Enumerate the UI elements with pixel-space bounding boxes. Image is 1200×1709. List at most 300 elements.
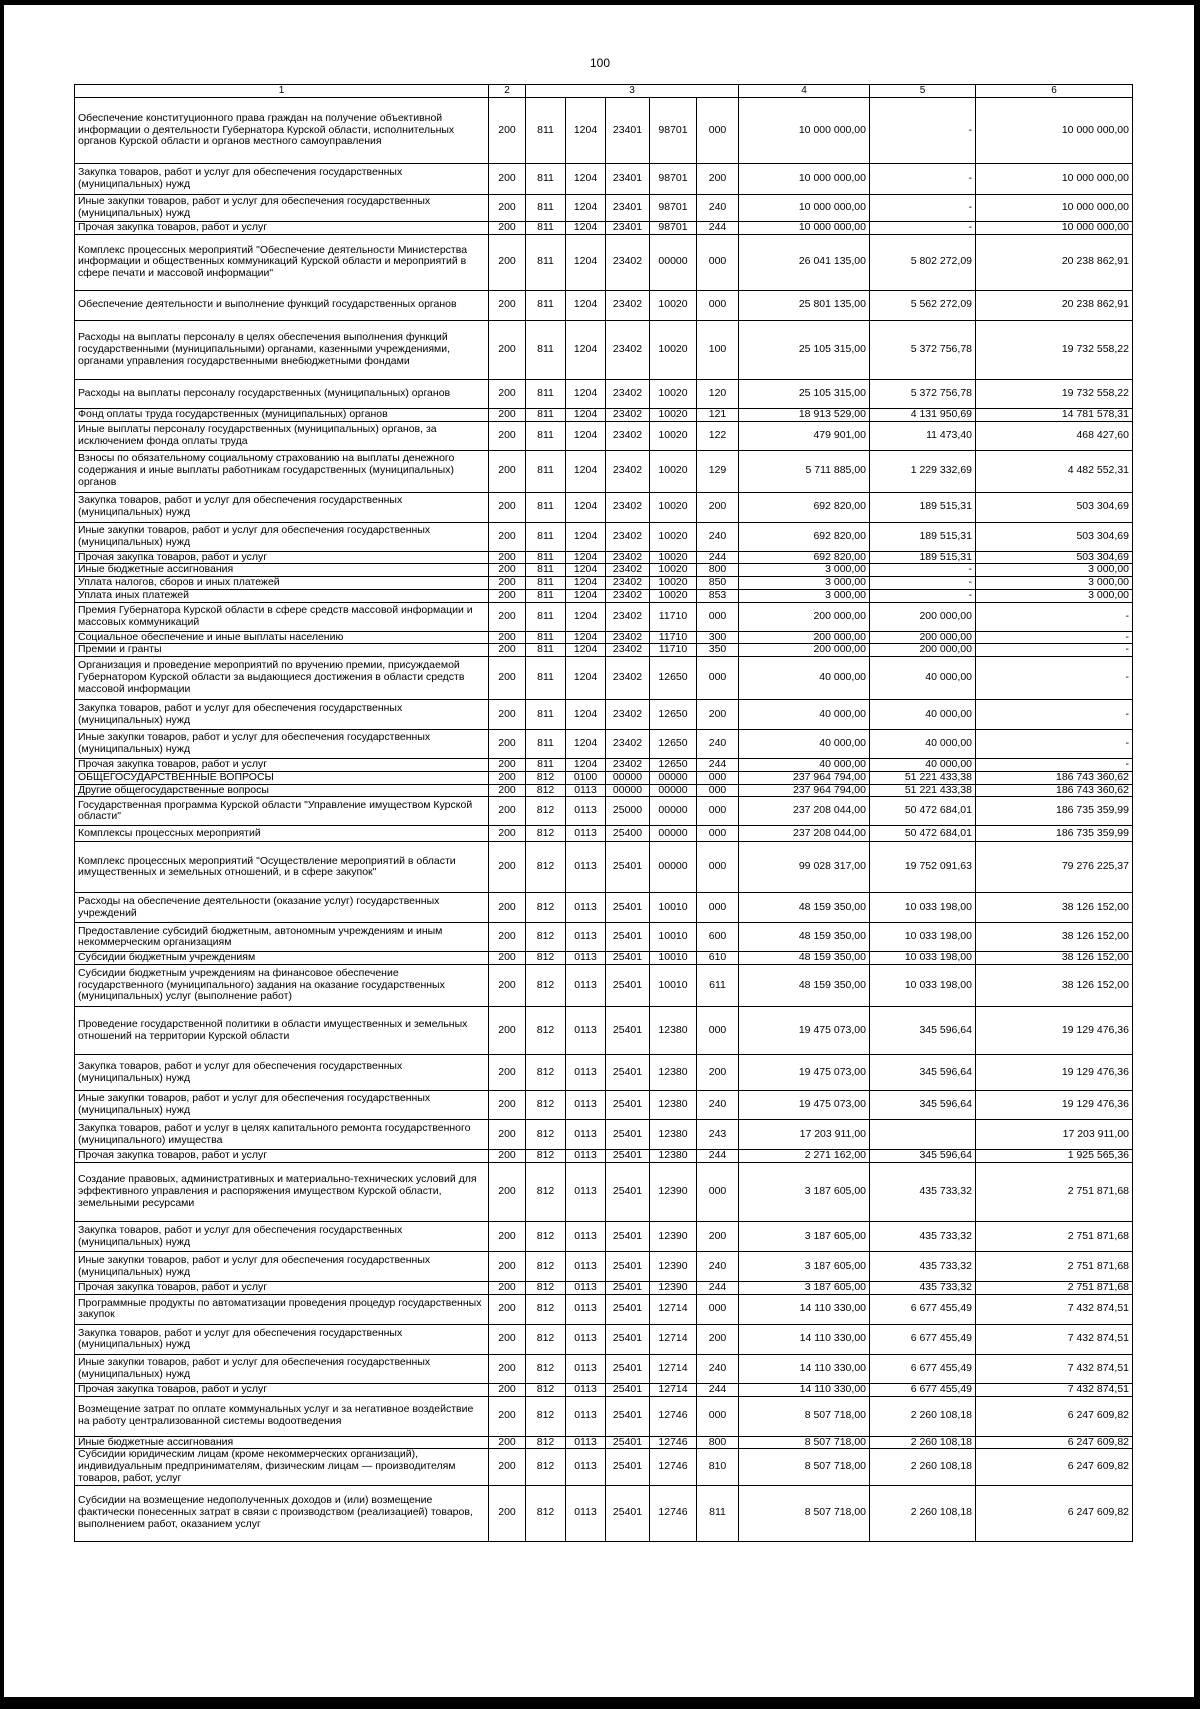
expense-type-cell: 244 <box>697 1150 739 1163</box>
program-code-cell: 23401 <box>606 195 650 222</box>
department-code-cell: 811 <box>526 577 566 590</box>
row-name-cell: Создание правовых, административных и материально-технических условий для эффективного управления и распоряжения имуществом Курской области, земельными ресурсами <box>75 1163 489 1222</box>
amount-plan-cell: 40 000,00 <box>739 657 870 700</box>
department-code-cell: 811 <box>526 700 566 730</box>
program-code-cell: 25401 <box>606 1163 650 1222</box>
admin-code-cell: 200 <box>489 1222 526 1252</box>
table-row <box>75 657 1133 700</box>
section-code-cell: 0113 <box>566 1091 606 1120</box>
table-row <box>75 492 1133 522</box>
row-name-cell: Иные выплаты персоналу государственных (муниципальных) органов, за исключением фонда оплаты труда <box>75 421 489 450</box>
section-code-cell: 1204 <box>566 421 606 450</box>
row-name-cell: Прочая закупка товаров, работ и услуг <box>75 759 489 772</box>
direction-code-cell: 10010 <box>650 923 697 952</box>
department-code-cell: 812 <box>526 826 566 842</box>
amount-remaining-cell: 3 000,00 <box>976 577 1133 590</box>
row-name-cell: Иные бюджетные ассигнования <box>75 564 489 577</box>
direction-code-cell: 12390 <box>650 1252 697 1282</box>
row-name-cell: Комплекс процессных мероприятий "Обеспечение деятельности Министерства информации и общественных коммуникаций Курской области и мероприятий в сфере печати и массовой информации" <box>75 234 489 290</box>
amount-plan-cell: 3 187 605,00 <box>739 1163 870 1222</box>
admin-code-cell: 200 <box>489 222 526 235</box>
table-row <box>75 1091 1133 1120</box>
direction-code-cell: 00000 <box>650 826 697 842</box>
table-header-row <box>75 85 1133 98</box>
direction-code-cell: 10020 <box>650 589 697 602</box>
department-code-cell: 812 <box>526 965 566 1007</box>
admin-code-cell: 200 <box>489 234 526 290</box>
admin-code-cell: 200 <box>489 1252 526 1282</box>
amount-plan-cell: 479 901,00 <box>739 421 870 450</box>
row-name-cell: Закупка товаров, работ и услуг для обеспечения государственных (муниципальных) нужд <box>75 1055 489 1091</box>
department-code-cell: 812 <box>526 893 566 923</box>
admin-code-cell: 200 <box>489 784 526 797</box>
amount-plan-cell: 5 711 885,00 <box>739 450 870 492</box>
expense-type-cell: 200 <box>697 700 739 730</box>
expense-type-cell: 000 <box>697 784 739 797</box>
department-code-cell: 811 <box>526 631 566 644</box>
scan-frame-right <box>1194 0 1200 1709</box>
table-row <box>75 564 1133 577</box>
department-code-cell: 812 <box>526 1120 566 1150</box>
direction-code-cell: 10020 <box>650 450 697 492</box>
department-code-cell: 811 <box>526 234 566 290</box>
department-code-cell: 812 <box>526 1222 566 1252</box>
expense-type-cell: 350 <box>697 644 739 657</box>
table-row <box>75 195 1133 222</box>
amount-plan-cell: 8 507 718,00 <box>739 1396 870 1436</box>
row-name-cell: Субсидии на возмещение недополученных доходов и (или) возмещение фактически понесенных затрат в связи с производством (реализацией) товаров, выполнением работ, оказанием услуг <box>75 1485 489 1541</box>
amount-executed-cell: 2 260 108,18 <box>870 1396 976 1436</box>
amount-remaining-cell: 20 238 862,91 <box>976 290 1133 320</box>
amount-remaining-cell: 17 203 911,00 <box>976 1120 1133 1150</box>
admin-code-cell: 200 <box>489 1163 526 1222</box>
program-code-cell: 25401 <box>606 1436 650 1449</box>
amount-plan-cell: 3 000,00 <box>739 589 870 602</box>
section-code-cell: 1204 <box>566 195 606 222</box>
section-code-cell: 0113 <box>566 1282 606 1295</box>
table-row <box>75 522 1133 551</box>
program-code-cell: 23402 <box>606 320 650 379</box>
amount-plan-cell: 40 000,00 <box>739 759 870 772</box>
amount-plan-cell: 14 110 330,00 <box>739 1354 870 1383</box>
expense-type-cell: 240 <box>697 1354 739 1383</box>
expense-type-cell: 100 <box>697 320 739 379</box>
admin-code-cell: 200 <box>489 1007 526 1055</box>
program-code-cell: 25401 <box>606 842 650 893</box>
direction-code-cell: 12650 <box>650 700 697 730</box>
row-name-cell: Расходы на выплаты персоналу государственных (муниципальных) органов <box>75 379 489 408</box>
amount-executed-cell: 10 033 198,00 <box>870 923 976 952</box>
table-row <box>75 797 1133 826</box>
row-name-cell: Комплекс процессных мероприятий "Осуществление мероприятий в области имущественных и земельных отношений, и в сфере закупок" <box>75 842 489 893</box>
program-code-cell: 25400 <box>606 826 650 842</box>
expense-type-cell: 000 <box>697 797 739 826</box>
admin-code-cell: 200 <box>489 1324 526 1354</box>
amount-executed-cell: 189 515,31 <box>870 522 976 551</box>
direction-code-cell: 00000 <box>650 771 697 784</box>
department-code-cell: 812 <box>526 1091 566 1120</box>
amount-remaining-cell: 10 000 000,00 <box>976 164 1133 195</box>
table-row <box>75 290 1133 320</box>
department-code-cell: 812 <box>526 1485 566 1541</box>
expense-type-cell: 240 <box>697 195 739 222</box>
section-code-cell: 1204 <box>566 551 606 564</box>
table-row <box>75 408 1133 421</box>
row-name-cell: Иные бюджетные ассигнования <box>75 1436 489 1449</box>
amount-remaining-cell: 79 276 225,37 <box>976 842 1133 893</box>
direction-code-cell: 10010 <box>650 965 697 1007</box>
expense-type-cell: 200 <box>697 1324 739 1354</box>
expense-type-cell: 200 <box>697 492 739 522</box>
admin-code-cell: 200 <box>489 826 526 842</box>
admin-code-cell: 200 <box>489 98 526 164</box>
row-name-cell: Закупка товаров, работ и услуг для обеспечения государственных (муниципальных) нужд <box>75 1324 489 1354</box>
amount-plan-cell: 237 964 794,00 <box>739 784 870 797</box>
amount-executed-cell: 50 472 684,01 <box>870 797 976 826</box>
amount-executed-cell: - <box>870 222 976 235</box>
program-code-cell: 25401 <box>606 952 650 965</box>
program-code-cell: 23401 <box>606 98 650 164</box>
amount-remaining-cell: 19 129 476,36 <box>976 1055 1133 1091</box>
admin-code-cell: 200 <box>489 589 526 602</box>
department-code-cell: 811 <box>526 222 566 235</box>
table-row <box>75 1354 1133 1383</box>
amount-executed-cell: 2 260 108,18 <box>870 1436 976 1449</box>
expense-type-cell: 200 <box>697 1055 739 1091</box>
expense-type-cell: 121 <box>697 408 739 421</box>
direction-code-cell: 12746 <box>650 1396 697 1436</box>
amount-remaining-cell: - <box>976 602 1133 631</box>
admin-code-cell: 200 <box>489 952 526 965</box>
section-code-cell: 1204 <box>566 222 606 235</box>
direction-code-cell: 12714 <box>650 1354 697 1383</box>
admin-code-cell: 200 <box>489 379 526 408</box>
program-code-cell: 23402 <box>606 564 650 577</box>
program-code-cell: 23402 <box>606 290 650 320</box>
amount-remaining-cell: 19 129 476,36 <box>976 1091 1133 1120</box>
expense-type-cell: 000 <box>697 290 739 320</box>
amount-plan-cell: 2 271 162,00 <box>739 1150 870 1163</box>
row-name-cell: ОБЩЕГОСУДАРСТВЕННЫЕ ВОПРОСЫ <box>75 771 489 784</box>
section-code-cell: 1204 <box>566 492 606 522</box>
row-name-cell: Государственная программа Курской области "Управление имуществом Курской области" <box>75 797 489 826</box>
amount-plan-cell: 237 208 044,00 <box>739 797 870 826</box>
table-row <box>75 1222 1133 1252</box>
amount-remaining-cell: 186 735 359,99 <box>976 826 1133 842</box>
amount-plan-cell: 692 820,00 <box>739 492 870 522</box>
section-code-cell: 0113 <box>566 1354 606 1383</box>
amount-remaining-cell: 19 732 558,22 <box>976 320 1133 379</box>
amount-executed-cell: 40 000,00 <box>870 700 976 730</box>
row-name-cell: Предоставление субсидий бюджетным, автономным учреждениям и иным некоммерческим организациям <box>75 923 489 952</box>
section-code-cell: 0113 <box>566 952 606 965</box>
department-code-cell: 811 <box>526 379 566 408</box>
amount-executed-cell: 345 596,64 <box>870 1150 976 1163</box>
amount-plan-cell: 25 105 315,00 <box>739 320 870 379</box>
expense-type-cell: 000 <box>697 1007 739 1055</box>
section-code-cell: 0113 <box>566 1222 606 1252</box>
amount-plan-cell: 3 000,00 <box>739 564 870 577</box>
amount-remaining-cell: 503 304,69 <box>976 522 1133 551</box>
department-code-cell: 812 <box>526 952 566 965</box>
department-code-cell: 812 <box>526 1354 566 1383</box>
expense-type-cell: 244 <box>697 759 739 772</box>
section-code-cell: 1204 <box>566 730 606 759</box>
table-row <box>75 164 1133 195</box>
admin-code-cell: 200 <box>489 195 526 222</box>
amount-executed-cell: 189 515,31 <box>870 492 976 522</box>
amount-executed-cell: 6 677 455,49 <box>870 1294 976 1324</box>
expense-type-cell: 800 <box>697 564 739 577</box>
row-name-cell: Субсидии юридическим лицам (кроме некоммерческих организаций), индивидуальным предпринимателям, физическим лицам — производителям товаров, работ, услуг <box>75 1449 489 1485</box>
admin-code-cell: 200 <box>489 1282 526 1295</box>
amount-remaining-cell: 7 432 874,51 <box>976 1294 1133 1324</box>
section-code-cell: 1204 <box>566 589 606 602</box>
program-code-cell: 23402 <box>606 730 650 759</box>
scan-frame-top <box>0 0 1200 5</box>
amount-remaining-cell: - <box>976 700 1133 730</box>
amount-executed-cell: 51 221 433,38 <box>870 784 976 797</box>
header-col-4: 4 <box>739 85 870 98</box>
row-name-cell: Взносы по обязательному социальному страхованию на выплаты денежного содержания и иные выплаты работникам государственных (муниципальных) органов <box>75 450 489 492</box>
row-name-cell: Иные закупки товаров, работ и услуг для обеспечения государственных (муниципальных) нужд <box>75 195 489 222</box>
section-code-cell: 1204 <box>566 408 606 421</box>
table-row <box>75 759 1133 772</box>
amount-remaining-cell: 6 247 609,82 <box>976 1485 1133 1541</box>
direction-code-cell: 12380 <box>650 1055 697 1091</box>
admin-code-cell: 200 <box>489 408 526 421</box>
expense-type-cell: 853 <box>697 589 739 602</box>
amount-plan-cell: 3 187 605,00 <box>739 1252 870 1282</box>
table-row <box>75 450 1133 492</box>
expense-type-cell: 200 <box>697 164 739 195</box>
direction-code-cell: 11710 <box>650 602 697 631</box>
direction-code-cell: 12714 <box>650 1294 697 1324</box>
section-code-cell: 0113 <box>566 1252 606 1282</box>
table-row <box>75 952 1133 965</box>
amount-plan-cell: 99 028 317,00 <box>739 842 870 893</box>
amount-remaining-cell: - <box>976 730 1133 759</box>
section-code-cell: 0113 <box>566 784 606 797</box>
department-code-cell: 812 <box>526 797 566 826</box>
row-name-cell: Иные закупки товаров, работ и услуг для обеспечения государственных (муниципальных) нужд <box>75 522 489 551</box>
amount-executed-cell: 200 000,00 <box>870 631 976 644</box>
admin-code-cell: 200 <box>489 1485 526 1541</box>
amount-executed-cell: - <box>870 589 976 602</box>
amount-remaining-cell: 38 126 152,00 <box>976 952 1133 965</box>
amount-plan-cell: 48 159 350,00 <box>739 893 870 923</box>
program-code-cell: 23402 <box>606 379 650 408</box>
admin-code-cell: 200 <box>489 421 526 450</box>
amount-remaining-cell: 2 751 871,68 <box>976 1282 1133 1295</box>
amount-remaining-cell: 503 304,69 <box>976 551 1133 564</box>
expense-type-cell: 000 <box>697 1396 739 1436</box>
header-col-5: 5 <box>870 85 976 98</box>
department-code-cell: 812 <box>526 1282 566 1295</box>
program-code-cell: 25401 <box>606 1449 650 1485</box>
program-code-cell: 23402 <box>606 631 650 644</box>
program-code-cell: 25401 <box>606 893 650 923</box>
department-code-cell: 812 <box>526 1436 566 1449</box>
direction-code-cell: 12746 <box>650 1485 697 1541</box>
row-name-cell: Закупка товаров, работ и услуг для обеспечения государственных (муниципальных) нужд <box>75 1222 489 1252</box>
program-code-cell: 00000 <box>606 771 650 784</box>
direction-code-cell: 10010 <box>650 893 697 923</box>
expense-type-cell: 244 <box>697 222 739 235</box>
amount-remaining-cell: - <box>976 631 1133 644</box>
row-name-cell: Прочая закупка товаров, работ и услуг <box>75 1282 489 1295</box>
department-code-cell: 812 <box>526 1007 566 1055</box>
program-code-cell: 25401 <box>606 1120 650 1150</box>
amount-plan-cell: 3 000,00 <box>739 577 870 590</box>
table-row <box>75 98 1133 164</box>
program-code-cell: 25401 <box>606 1396 650 1436</box>
program-code-cell: 23402 <box>606 589 650 602</box>
amount-executed-cell: 2 260 108,18 <box>870 1449 976 1485</box>
section-code-cell: 0113 <box>566 893 606 923</box>
department-code-cell: 811 <box>526 290 566 320</box>
table-row <box>75 379 1133 408</box>
row-name-cell: Прочая закупка товаров, работ и услуг <box>75 1383 489 1396</box>
amount-plan-cell: 17 203 911,00 <box>739 1120 870 1150</box>
row-name-cell: Программные продукты по автоматизации проведения процедур государственных закупок <box>75 1294 489 1324</box>
section-code-cell: 0113 <box>566 923 606 952</box>
section-code-cell: 1204 <box>566 759 606 772</box>
expense-type-cell: 000 <box>697 771 739 784</box>
amount-plan-cell: 19 475 073,00 <box>739 1091 870 1120</box>
amount-executed-cell: - <box>870 564 976 577</box>
row-name-cell: Прочая закупка товаров, работ и услуг <box>75 222 489 235</box>
amount-plan-cell: 25 801 135,00 <box>739 290 870 320</box>
row-name-cell: Иные закупки товаров, работ и услуг для обеспечения государственных (муниципальных) нужд <box>75 1252 489 1282</box>
amount-executed-cell: 11 473,40 <box>870 421 976 450</box>
row-name-cell: Иные закупки товаров, работ и услуг для обеспечения государственных (муниципальных) нужд <box>75 1354 489 1383</box>
program-code-cell: 23401 <box>606 164 650 195</box>
amount-executed-cell: 50 472 684,01 <box>870 826 976 842</box>
program-code-cell: 25000 <box>606 797 650 826</box>
department-code-cell: 811 <box>526 195 566 222</box>
table-row <box>75 700 1133 730</box>
section-code-cell: 1204 <box>566 522 606 551</box>
amount-plan-cell: 8 507 718,00 <box>739 1449 870 1485</box>
department-code-cell: 812 <box>526 1252 566 1282</box>
direction-code-cell: 12380 <box>650 1120 697 1150</box>
department-code-cell: 811 <box>526 589 566 602</box>
row-name-cell: Комплексы процессных мероприятий <box>75 826 489 842</box>
direction-code-cell: 11710 <box>650 644 697 657</box>
department-code-cell: 811 <box>526 657 566 700</box>
department-code-cell: 812 <box>526 1396 566 1436</box>
amount-executed-cell: 435 733,32 <box>870 1252 976 1282</box>
direction-code-cell: 10020 <box>650 320 697 379</box>
expense-type-cell: 800 <box>697 1436 739 1449</box>
amount-remaining-cell: - <box>976 759 1133 772</box>
admin-code-cell: 200 <box>489 290 526 320</box>
amount-plan-cell: 692 820,00 <box>739 522 870 551</box>
admin-code-cell: 200 <box>489 164 526 195</box>
direction-code-cell: 10020 <box>650 408 697 421</box>
section-code-cell: 1204 <box>566 564 606 577</box>
admin-code-cell: 200 <box>489 1120 526 1150</box>
amount-remaining-cell: 20 238 862,91 <box>976 234 1133 290</box>
expense-type-cell: 000 <box>697 826 739 842</box>
row-name-cell: Другие общегосударственные вопросы <box>75 784 489 797</box>
department-code-cell: 812 <box>526 1383 566 1396</box>
program-code-cell: 23402 <box>606 577 650 590</box>
table-row <box>75 1007 1133 1055</box>
section-code-cell: 1204 <box>566 234 606 290</box>
amount-plan-cell: 200 000,00 <box>739 631 870 644</box>
section-code-cell: 0113 <box>566 1163 606 1222</box>
section-code-cell: 0100 <box>566 771 606 784</box>
amount-remaining-cell: 2 751 871,68 <box>976 1252 1133 1282</box>
program-code-cell: 23402 <box>606 492 650 522</box>
expense-type-cell: 244 <box>697 1282 739 1295</box>
direction-code-cell: 98701 <box>650 164 697 195</box>
department-code-cell: 811 <box>526 450 566 492</box>
table-row <box>75 1252 1133 1282</box>
row-name-cell: Организация и проведение мероприятий по вручению премии, присуждаемой Губернатором Курской области за выдающиеся достижения в области средств массовой информации <box>75 657 489 700</box>
row-name-cell: Субсидии бюджетным учреждениям <box>75 952 489 965</box>
program-code-cell: 23401 <box>606 222 650 235</box>
expense-type-cell: 240 <box>697 522 739 551</box>
program-code-cell: 23402 <box>606 602 650 631</box>
amount-plan-cell: 692 820,00 <box>739 551 870 564</box>
row-name-cell: Закупка товаров, работ и услуг для обеспечения государственных (муниципальных) нужд <box>75 700 489 730</box>
direction-code-cell: 10020 <box>650 290 697 320</box>
amount-plan-cell: 40 000,00 <box>739 700 870 730</box>
program-code-cell: 25401 <box>606 1091 650 1120</box>
expense-type-cell: 000 <box>697 98 739 164</box>
amount-plan-cell: 3 187 605,00 <box>739 1282 870 1295</box>
program-code-cell: 25401 <box>606 1007 650 1055</box>
program-code-cell: 25401 <box>606 1150 650 1163</box>
department-code-cell: 812 <box>526 784 566 797</box>
row-name-cell: Обеспечение деятельности и выполнение функций государственных органов <box>75 290 489 320</box>
table-row <box>75 644 1133 657</box>
admin-code-cell: 200 <box>489 450 526 492</box>
department-code-cell: 811 <box>526 164 566 195</box>
row-name-cell: Прочая закупка товаров, работ и услуг <box>75 1150 489 1163</box>
program-code-cell: 23402 <box>606 421 650 450</box>
table-row <box>75 893 1133 923</box>
row-name-cell: Премии и гранты <box>75 644 489 657</box>
section-code-cell: 0113 <box>566 1055 606 1091</box>
table-row <box>75 1055 1133 1091</box>
amount-plan-cell: 26 041 135,00 <box>739 234 870 290</box>
amount-plan-cell: 14 110 330,00 <box>739 1294 870 1324</box>
department-code-cell: 812 <box>526 1294 566 1324</box>
admin-code-cell: 200 <box>489 771 526 784</box>
section-code-cell: 1204 <box>566 700 606 730</box>
amount-remaining-cell: 10 000 000,00 <box>976 98 1133 164</box>
direction-code-cell: 12746 <box>650 1449 697 1485</box>
direction-code-cell: 12650 <box>650 657 697 700</box>
amount-plan-cell: 237 208 044,00 <box>739 826 870 842</box>
amount-remaining-cell: - <box>976 644 1133 657</box>
expense-type-cell: 243 <box>697 1120 739 1150</box>
amount-executed-cell: 200 000,00 <box>870 644 976 657</box>
amount-executed-cell: 345 596,64 <box>870 1007 976 1055</box>
table-row <box>75 1294 1133 1324</box>
table-row <box>75 784 1133 797</box>
amount-remaining-cell: 503 304,69 <box>976 492 1133 522</box>
program-code-cell: 25401 <box>606 1354 650 1383</box>
department-code-cell: 811 <box>526 522 566 551</box>
direction-code-cell: 98701 <box>650 222 697 235</box>
amount-remaining-cell: 2 751 871,68 <box>976 1163 1133 1222</box>
amount-plan-cell: 3 187 605,00 <box>739 1222 870 1252</box>
